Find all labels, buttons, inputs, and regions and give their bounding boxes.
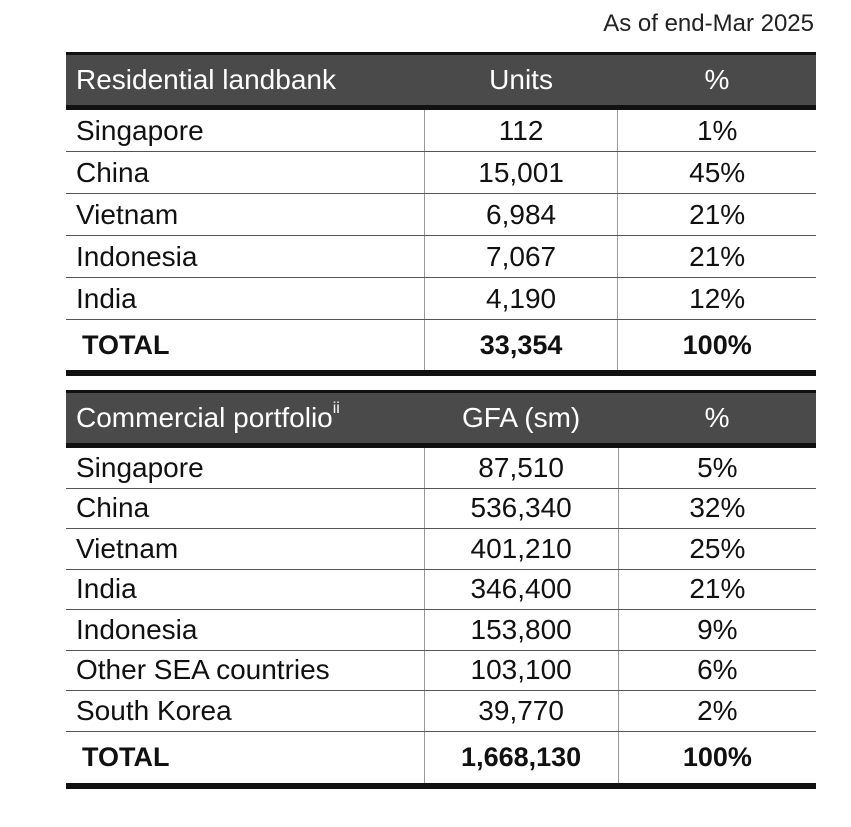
row-percent: 9% <box>618 610 816 651</box>
row-label: China <box>66 488 424 529</box>
table-row <box>66 152 816 194</box>
row-label: Singapore <box>66 446 424 489</box>
column-header-percent: % <box>618 54 816 108</box>
row-gfa: 536,340 <box>424 488 618 529</box>
table-row <box>66 488 816 529</box>
row-label: Other SEA countries <box>66 650 424 691</box>
table-row <box>66 446 816 489</box>
row-label: Indonesia <box>66 236 424 278</box>
table-row <box>66 569 816 610</box>
row-percent: 21% <box>618 236 816 278</box>
table-row <box>66 236 816 278</box>
row-label: India <box>66 278 424 320</box>
row-label: China <box>66 152 424 194</box>
table-row <box>66 278 816 320</box>
row-gfa: 401,210 <box>424 529 618 570</box>
header-label: Commercial portfolio <box>76 402 333 433</box>
row-units: 6,984 <box>424 194 618 236</box>
total-row <box>66 320 816 374</box>
row-percent: 6% <box>618 650 816 691</box>
row-percent: 21% <box>618 569 816 610</box>
column-header-category <box>66 392 424 446</box>
row-label: Vietnam <box>66 194 424 236</box>
row-gfa: 153,800 <box>424 610 618 651</box>
row-label: Vietnam <box>66 529 424 570</box>
row-units: 15,001 <box>424 152 618 194</box>
table-row <box>66 529 816 570</box>
table-row <box>66 194 816 236</box>
column-header-percent: % <box>618 392 816 446</box>
row-gfa: 103,100 <box>424 650 618 691</box>
total-percent: 100% <box>618 731 816 786</box>
table-row <box>66 691 816 732</box>
total-label: TOTAL <box>66 731 424 786</box>
row-label: South Korea <box>66 691 424 732</box>
total-label: TOTAL <box>66 320 424 374</box>
row-label: Singapore <box>66 108 424 152</box>
column-header-category: Residential landbank <box>66 54 424 108</box>
total-percent: 100% <box>618 320 816 374</box>
table-header-row <box>66 392 816 446</box>
row-percent: 32% <box>618 488 816 529</box>
commercial-portfolio-table <box>66 390 816 789</box>
row-gfa: 39,770 <box>424 691 618 732</box>
row-percent: 21% <box>618 194 816 236</box>
row-percent: 2% <box>618 691 816 732</box>
row-units: 4,190 <box>424 278 618 320</box>
row-percent: 1% <box>618 108 816 152</box>
total-row <box>66 731 816 786</box>
table-row <box>66 610 816 651</box>
residential-landbank-table <box>66 52 816 376</box>
row-percent: 45% <box>618 152 816 194</box>
row-gfa: 87,510 <box>424 446 618 489</box>
total-gfa: 1,668,130 <box>424 731 618 786</box>
row-units: 7,067 <box>424 236 618 278</box>
column-header-gfa: GFA (sm) <box>424 392 618 446</box>
row-percent: 5% <box>618 446 816 489</box>
row-gfa: 346,400 <box>424 569 618 610</box>
table-header-row <box>66 54 816 108</box>
table-row <box>66 108 816 152</box>
table-row <box>66 650 816 691</box>
row-percent: 25% <box>618 529 816 570</box>
footnote-marker: ii <box>332 400 340 417</box>
row-units: 112 <box>424 108 618 152</box>
row-label: India <box>66 569 424 610</box>
as-of-date: As of end-Mar 2025 <box>603 10 814 37</box>
total-units: 33,354 <box>424 320 618 374</box>
column-header-units: Units <box>424 54 618 108</box>
row-label: Indonesia <box>66 610 424 651</box>
row-percent: 12% <box>618 278 816 320</box>
